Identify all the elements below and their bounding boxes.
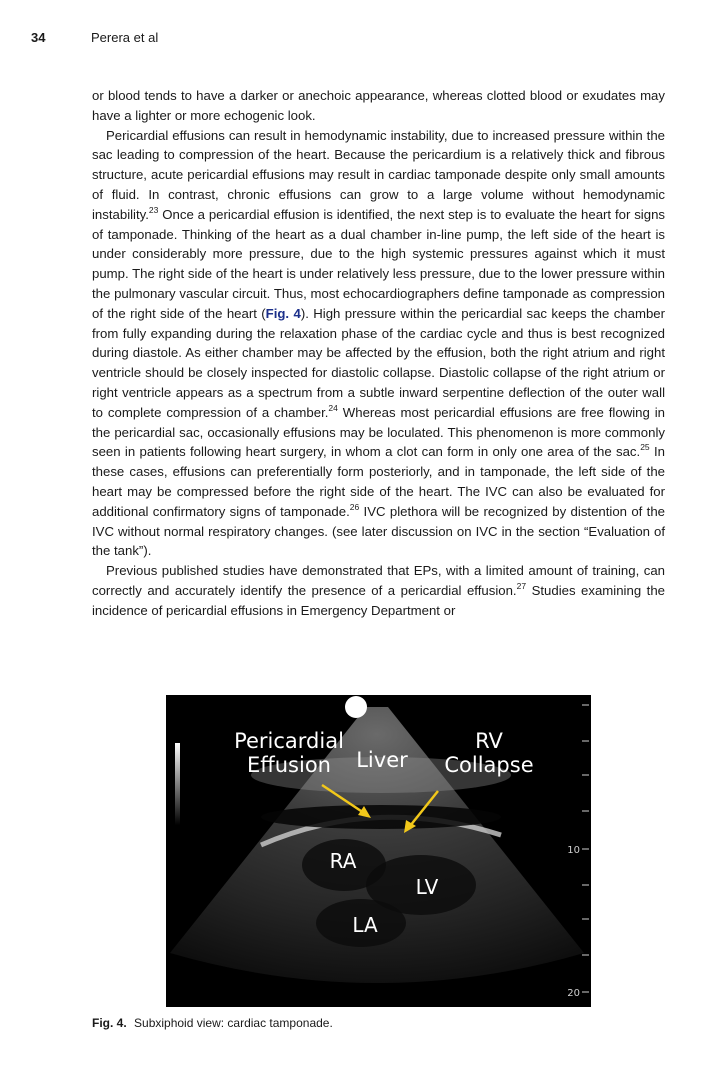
paragraph-tamponade bbox=[92, 126, 665, 562]
paragraph-continued: or blood tends to have a darker or anechoic appearance, whereas clotted blood or exudates may have a lighter or more echogenic look. bbox=[92, 88, 665, 123]
probe-marker bbox=[345, 696, 367, 718]
text-segment: Studies examining the incidence of pericardial effusions in Emergency Department or bbox=[92, 582, 665, 618]
figure-caption bbox=[92, 1016, 333, 1030]
citation-26: 26 bbox=[349, 501, 360, 512]
caption-label: Fig. 4. bbox=[92, 1016, 127, 1030]
effusion-dark-band bbox=[261, 805, 501, 829]
label-effusion-line2: Effusion bbox=[247, 753, 331, 777]
text-segment: Previous published studies have demonstrated that EPs, with a limited amount of training, can correctly and accurately identify the presence of a pericardial effusion. bbox=[92, 563, 665, 598]
citation-24: 24 bbox=[328, 402, 338, 413]
page-number: 34 bbox=[31, 30, 46, 45]
citation-23: 23 bbox=[148, 204, 159, 215]
label-liver: Liver bbox=[356, 748, 408, 772]
ultrasound-figure bbox=[166, 695, 591, 1007]
running-head: Perera et al bbox=[91, 30, 159, 45]
grayscale-bar bbox=[175, 743, 180, 825]
label-pericardial-line1: Pericardial bbox=[234, 729, 344, 753]
depth-label-20: 20 bbox=[567, 988, 580, 999]
label-rv-line1: RV bbox=[475, 729, 503, 753]
label-rv-collapse bbox=[434, 729, 544, 777]
label-collapse-line2: Collapse bbox=[444, 753, 534, 777]
text-segment: Whereas most pericardial effusions are free flowing in the pericardial sac, occasionally effusions may be loculated. This phenomenon is more commonly seen in patients following heart surgery, in whom a clot can form in only one area of the sac. bbox=[92, 404, 665, 460]
label-lv: LV bbox=[415, 875, 439, 899]
text-segment: IVC plethora will be recognized by distention of the IVC without normal respiratory changes. (see later discussion on IVC in the section “Evaluation of the tank”). bbox=[92, 503, 665, 559]
citation-27: 27 bbox=[516, 581, 527, 592]
text-segment: ). High pressure within the pericardial sac keeps the chamber from fully expanding during the relaxation phase of the cardiac cycle and thus is best recognized during diastole. As either chamber may be affected by the effusion, both the right atrium and right ventricle should be closely inspected for diastolic collapse. Diastolic collapse of the right atrium or right ventricle appears as a spectrum from a subtle inward serpentine deflection of the outer wall to complete compression of a chamber. bbox=[92, 305, 666, 420]
figure-reference-link[interactable]: Fig. 4 bbox=[265, 305, 301, 321]
body-text bbox=[92, 86, 665, 621]
caption-text: Subxiphoid view: cardiac tamponade. bbox=[134, 1016, 333, 1030]
text-segment: Pericardial effusions can result in hemodynamic instability, due to increased pressure within the sac leading to compression of the heart. Because the pericardium is a relatively thick and fibrous structure, acute pericardial effusions may result in cardiac tamponade despite only small amounts of fluid. In contrast, chronic effusions can grow to a large volume without hemodynamic instability. bbox=[92, 127, 665, 222]
label-ra: RA bbox=[329, 849, 357, 873]
page-header bbox=[31, 30, 688, 48]
text-segment: Once a pericardial effusion is identified, the next step is to evaluate the heart for signs of tamponade. Thinking of the heart as a dual chamber in-line pump, the left side of the heart is under considerably more pressure, due to the high systemic pressures against which it must pump. The right side of the heart is under relatively less pressure, due to the lower pressure within the pulmonary vascular circuit. Thus, most echocardiographers define tamponade as compression of the right side of the heart ( bbox=[92, 206, 665, 321]
text-segment: In these cases, effusions can preferentially form posteriorly, and in tamponade, the left side of the heart may be compressed before the right side of the heart. The IVC can also be evaluated for additional confirmatory signs of tamponade. bbox=[92, 444, 665, 519]
label-la: LA bbox=[352, 913, 378, 937]
citation-25: 25 bbox=[640, 442, 650, 453]
paragraph-studies bbox=[92, 561, 665, 620]
depth-label-10: 10 bbox=[567, 845, 580, 856]
